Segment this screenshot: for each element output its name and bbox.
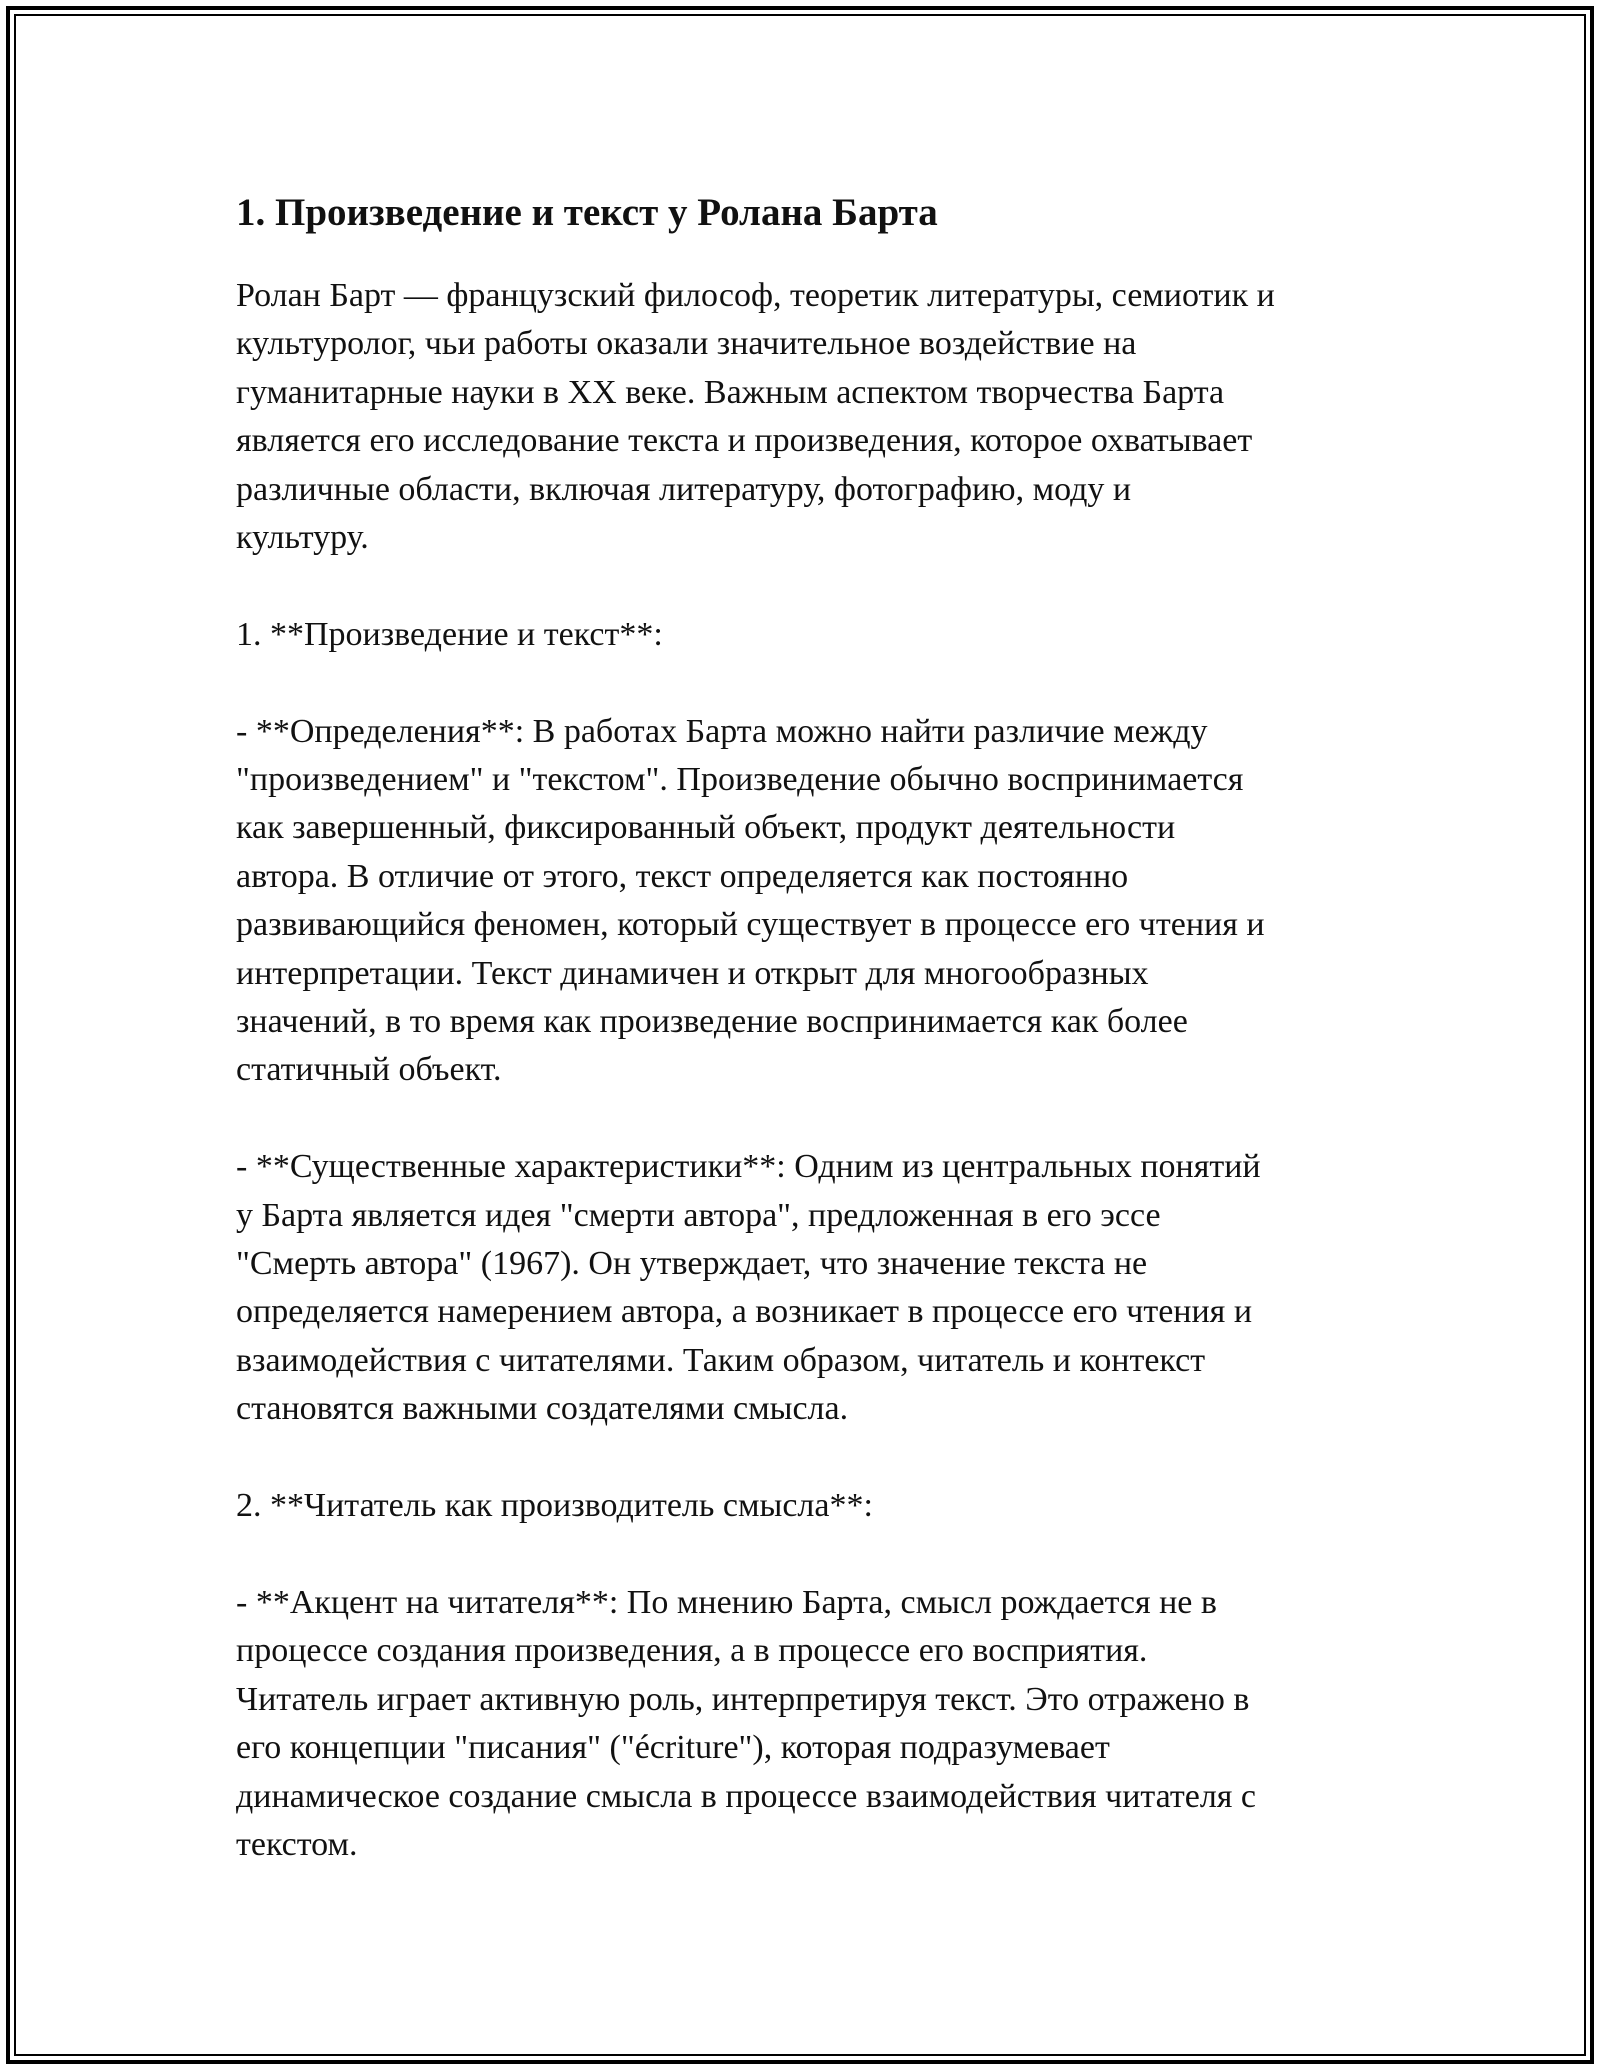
page-title: 1. Произведение и текст у Ролана Барта <box>236 191 938 234</box>
text-line: динамическое создание смысла в процессе взаимодействия читателя с <box>236 1777 1257 1815</box>
paragraph-spacer <box>236 659 1376 707</box>
text-line: как завершенный, фиксированный объект, продукт деятельности <box>236 809 1176 847</box>
text-line: - **Определения**: В работах Барта можно найти различие между <box>236 712 1208 750</box>
text-line: взаимодействия с читателями. Таким образом, читатель и контекст <box>236 1341 1206 1379</box>
paragraph-spacer <box>236 1095 1376 1143</box>
paragraph-spacer <box>236 1531 1376 1579</box>
text-line: Ролан Барт — французский философ, теоретик литературы, семиотик и <box>236 277 1275 314</box>
document-body <box>236 188 1376 1869</box>
text-line: Читатель играет активную роль, интерпретируя текст. Это отражено в <box>236 1680 1250 1718</box>
text-line: гуманитарные науки в XX веке. Важным аспектом творчества Барта <box>236 373 1225 411</box>
paragraph-spacer <box>236 1434 1376 1482</box>
section-1-title <box>236 611 1376 659</box>
text-line: интерпретации. Текст динамичен и открыт для многообразных <box>236 954 1149 992</box>
text-line: процессе создания произведения, а в процессе его восприятия. <box>236 1632 1148 1670</box>
section-2-title <box>236 1482 1376 1530</box>
text-line: автора. В отличие от этого, текст определяется как постоянно <box>236 857 1129 895</box>
text-line: текстом. <box>236 1825 358 1863</box>
intro-paragraph <box>236 272 1376 562</box>
text-line: является его исследование текста и произведения, которое охватывает <box>236 422 1253 460</box>
text-line: его концепции "писания" ("écriture"), которая подразумевает <box>236 1729 1110 1767</box>
text-line: 1. **Произведение и текст**: <box>236 615 663 653</box>
text-line: 2. **Читатель как производитель смысла**: <box>236 1487 873 1525</box>
definitions-paragraph <box>236 708 1376 1095</box>
text-line: различные области, включая литературу, фотографию, моду и <box>236 470 1132 508</box>
text-line: - **Существенные характеристики**: Одним из центральных понятий <box>236 1148 1261 1186</box>
text-line: "произведением" и "текстом". Произведение обычно воспринимается <box>236 761 1244 799</box>
text-line: у Барта является идея "смерти автора", предложенная в его эссе <box>236 1196 1161 1234</box>
text-line: значений, в то время как произведение воспринимается как более <box>236 1003 1188 1041</box>
text-line: - **Акцент на читателя**: По мнению Барта, смысл рождается не в <box>236 1583 1217 1621</box>
text-line: становятся важными создателями смысла. <box>236 1390 849 1428</box>
text-line: развивающийся феномен, который существует в процессе его чтения и <box>236 906 1265 944</box>
reader-paragraph <box>236 1579 1376 1869</box>
characteristics-paragraph <box>236 1143 1376 1433</box>
paragraph-spacer <box>236 562 1376 610</box>
text-line: определяется намерением автора, а возникает в процессе его чтения и <box>236 1293 1253 1331</box>
text-line: статичный объект. <box>236 1051 502 1089</box>
text-line: "Смерть автора" (1967). Он утверждает, что значение текста не <box>236 1245 1148 1283</box>
text-line: культуру. <box>236 519 369 557</box>
text-line: культуролог, чьи работы оказали значительное воздействие на <box>236 325 1137 363</box>
